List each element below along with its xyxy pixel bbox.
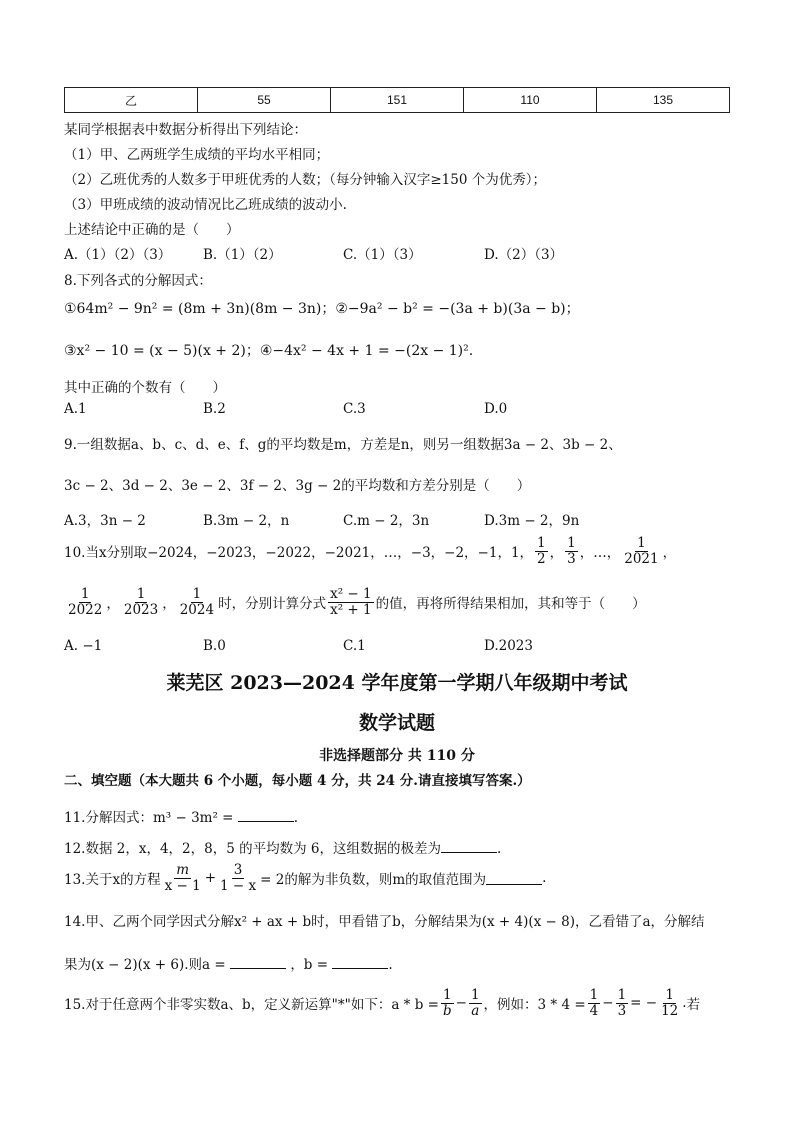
table-cell: 135 (597, 88, 730, 113)
q11-text: 11.分解因式：m³ − 3m² = (64, 810, 234, 826)
q10-option-a: A. −1 (64, 638, 103, 654)
q7-stem: 上述结论中正确的是（ ） (64, 222, 240, 238)
q9-option-c: C.m − 2，3n (343, 513, 430, 529)
q14-text-b: ，b = (290, 957, 329, 973)
fraction: $\frac{1}{2022}$ (68, 585, 103, 618)
q10-mid: 时，分别计算分式 (218, 596, 327, 612)
fraction: $\frac{1}{3}$ (567, 534, 576, 567)
q8-option-d: D.0 (484, 401, 508, 417)
q15-line-1: 15.对于任意两个非零实数a、b，定义新运算"*"如下：a * b = $\frac{1}{b}$ − $\frac{1}{a}$ ，例如：3 * 4 = $\frac{1}{4}$ − $\frac{1}{3}$ = − $\frac{1}{12}$ . 若 (64, 986, 701, 1019)
q14-text-a: 果为(x − 2)(x + 6).则a = (64, 957, 226, 973)
q7-option-a: A.（1）（2）（3） (64, 247, 172, 263)
q8-line-1: ①64m² − 9n² = (8m + 3n)(8m − 3n)；②−9a² − b² = −(3a + b)(3a − b)； (64, 301, 580, 317)
q8-stem: 8.下列各式的分解因式： (64, 273, 212, 289)
fraction: $\frac{1}{3}$ (617, 986, 627, 1019)
q10-option-b: B.0 (203, 638, 226, 654)
q10-line-2: $\frac{1}{2022}$ ， $\frac{1}{2023}$ ， $\frac{1}{2024}$ 时，分别计算分式 $\frac{\text{x² − 1}}{\text{x² + 1}}$ 的值，再将所得结果相加，其和等于（ ） (68, 585, 646, 618)
section-heading: 二、填空题（本大题共 6 个小题，每小题 4 分，共 24 分.请直接填写答案.） (64, 773, 531, 789)
score-table (64, 87, 730, 113)
q9-option-d: D.3m − 2，9n (484, 513, 580, 529)
fraction: $\frac{1}{4}$ (589, 986, 599, 1019)
table-cell: 151 (331, 88, 464, 113)
fraction: $\frac{1}{2023}$ (123, 585, 159, 618)
q15-text-b: ，例如：3 * 4 = (483, 997, 586, 1013)
table-row (65, 88, 730, 113)
q15-text-a: 15.对于任意两个非零实数a、b，定义新运算"*"如下：a * b = (64, 997, 439, 1013)
q14-line-1: 14.甲、乙两个同学因式分解x² + ax + b时，甲看错了b，分解结果为(x + 4)(x − 8)，乙看错了a，分解结 (64, 914, 705, 930)
answer-blank[interactable] (441, 840, 497, 853)
q13-text-a: 13.关于x的方程 (64, 872, 161, 888)
q8-line-2: ③x² − 10 = (x − 5)(x + 2)；④−4x² − 4x + 1 = −(2x − 1)². (64, 343, 474, 359)
fraction: $\frac{1}{2024}$ (179, 585, 215, 618)
conclusion-1: （1）甲、乙两班学生成绩的平均水平相同； (64, 147, 330, 163)
q8-ask: 其中正确的个数有（ ） (64, 380, 226, 396)
q13: 13.关于x的方程 $\frac{m}{x - 1}$ + $\frac{3}{1 - x}$ = 2的解为非负数，则m的取值范围为 . (64, 861, 547, 894)
conclusion-2: （2）乙班优秀的人数多于甲班优秀的人数；（每分钟输入汉字≥150 个为优秀）； (64, 172, 546, 188)
answer-blank[interactable] (332, 956, 388, 969)
subject-title: 数学试题 (358, 712, 435, 734)
q14-line-2: 果为(x − 2)(x + 6).则a = ，b = . (64, 957, 393, 973)
intro-text: 某同学根据表中数据分析得出下列结论： (64, 122, 307, 138)
q7-option-b: B.（1）（2） (203, 247, 282, 263)
fraction: $\frac{\text{x² − 1}}{\text{x² + 1}}$ (330, 585, 372, 618)
answer-blank[interactable] (486, 872, 542, 885)
answer-blank[interactable] (230, 956, 286, 969)
q15-end: 若 (686, 997, 701, 1013)
q8-option-c: C.3 (343, 401, 366, 417)
q9-line-1: 9.一组数据a、b、c、d、e、f、g的平均数是m，方差是n，则另一组数据3a − 2、3b − 2、 (64, 437, 622, 453)
fraction: $\frac{m}{x - 1}$ (164, 861, 201, 894)
q7-option-c: C.（1）（3） (343, 247, 422, 263)
table-cell: 乙 (65, 88, 198, 113)
exam-title: 莱芜区 2023—2024 学年度第一学期八年级期中考试 (166, 672, 628, 694)
conclusion-3: （3）甲班成绩的波动情况比乙班成绩的波动小. (64, 197, 347, 213)
q11: 11.分解因式：m³ − 3m² = . (64, 810, 299, 826)
fraction: $\frac{1}{a}$ (470, 986, 480, 1019)
fraction: $\frac{1}{2}$ (537, 534, 546, 567)
table-cell: 110 (464, 88, 597, 113)
fraction: $\frac{1}{12}$ (661, 986, 679, 1019)
fraction: $\frac{1}{b}$ (442, 986, 452, 1019)
q13-text-b: = 2的解为非负数，则m的取值范围为 (260, 872, 487, 888)
part-title: 非选择题部分 共 110 分 (319, 748, 475, 764)
fraction: $\frac{1}{2021}$ (624, 534, 659, 567)
q9-option-a: A.3，3n − 2 (64, 513, 146, 529)
q12: 12.数据 2，x，4，2，8，5 的平均数为 6，这组数据的极差为 . (64, 841, 502, 857)
q12-text: 12.数据 2，x，4，2，8，5 的平均数为 6，这组数据的极差为 (64, 841, 441, 857)
q10-option-d: D.2023 (484, 638, 533, 654)
answer-blank[interactable] (238, 809, 294, 822)
q9-option-b: B.3m − 2，n (203, 513, 290, 529)
q9-line-2: 3c − 2、3d − 2、3e − 2、3f − 2、3g − 2的平均数和方差分别是（ ） (64, 478, 531, 494)
table-cell: 55 (198, 88, 331, 113)
q10-end: 的值，再将所得结果相加，其和等于（ ） (375, 596, 646, 612)
q10-line-1: 10.当x分别取−2024，−2023，−2022，−2021，…，−3，−2，−1，1， $\frac{1}{2}$ ， $\frac{1}{3}$ ，…， $\frac{1}{2021}$ ， (64, 534, 677, 567)
fraction: $\frac{3}{1 - x}$ (220, 861, 257, 894)
q8-option-a: A.1 (64, 401, 87, 417)
q7-option-d: D.（2）（3） (484, 247, 564, 263)
q10-option-c: C.1 (343, 638, 366, 654)
q10-text-1: 10.当x分别取−2024，−2023，−2022，−2021，…，−3，−2，−1，1， (64, 545, 534, 561)
q8-option-b: B.2 (203, 401, 226, 417)
